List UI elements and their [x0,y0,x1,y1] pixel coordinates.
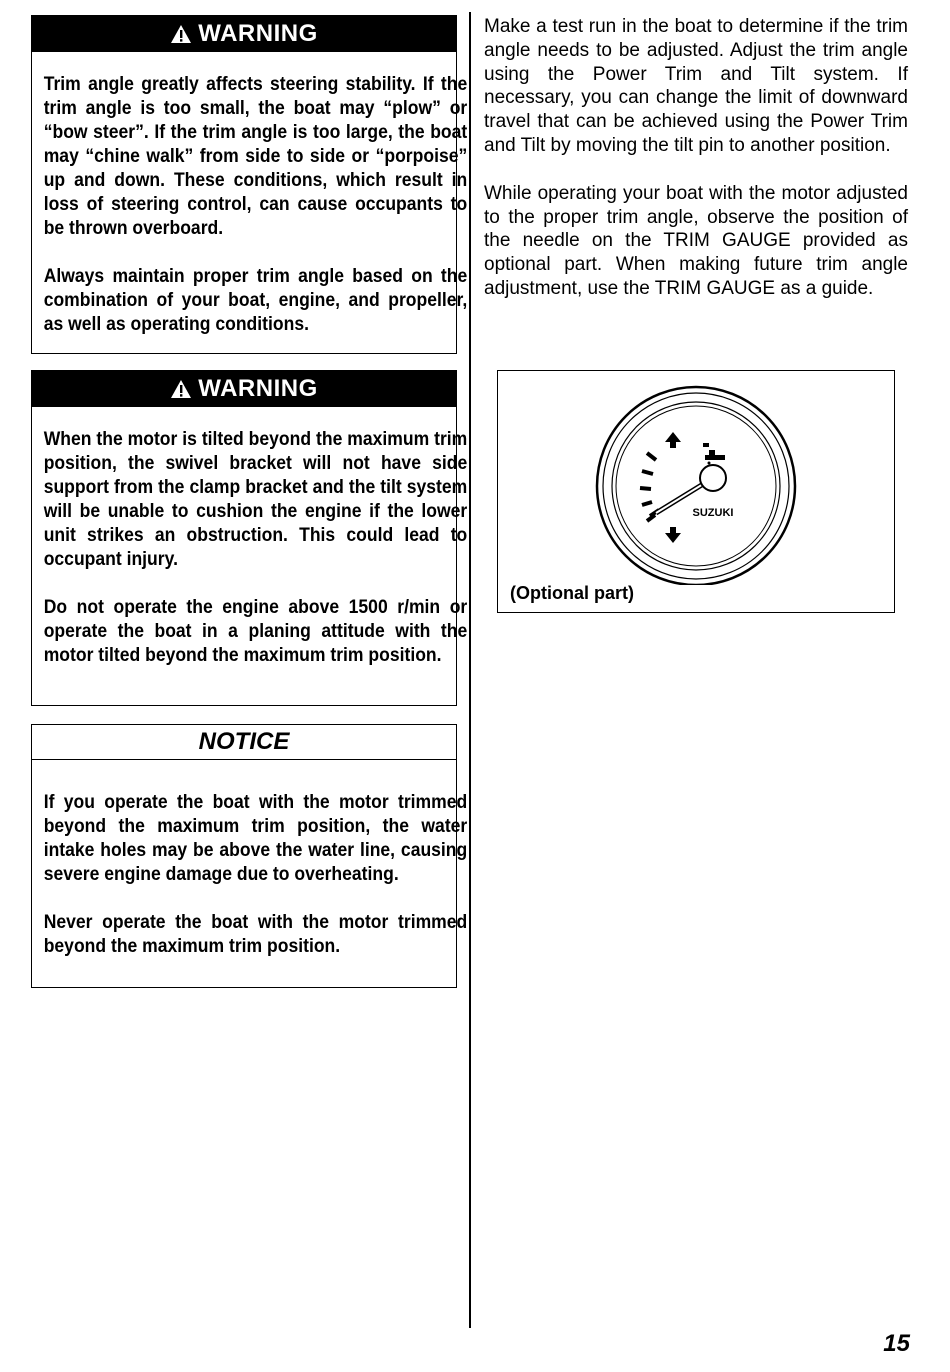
trim-gauge-illustration [593,385,799,585]
gauge-brand-logo: SUZUKI [692,507,734,519]
notice-header: NOTICE [32,725,456,760]
warning-title: WARNING [198,375,318,402]
notice-paragraph: Never operate the boat with the motor trimmed beyond the maximum trim position. [43,911,468,957]
warning-paragraph: When the motor is tilted beyond the maximum trim position, the swivel bracket will not have side support from the clamp bracket and the tilt system will be unable to cushion the engine if the lower unit strikes an obstruction. This could lead to occupant injury. [43,428,468,570]
right-column-text [484,15,908,325]
column-divider [469,12,471,1328]
warning-triangle-icon [170,379,192,399]
figure-caption: (Optional part) [510,583,634,603]
notice-box [31,724,468,988]
notice-body [32,760,479,958]
page-number: 15 [883,1330,910,1357]
warning-triangle-icon [170,24,192,44]
warning-header [32,371,456,407]
warning-paragraph: Do not operate the engine above 1500 r/min or operate the boat in a planing attitude with the motor tilted beyond the maximum trim position. [43,596,468,666]
warning-box-trim-angle [31,15,468,354]
warning-body [32,407,479,667]
body-paragraph: Make a test run in the boat to determine if the trim angle needs to be adjusted. Adjust the trim angle using the Power Trim and Tilt system. If necessary, you can change the limit of downward travel that can be achieved using the Power Trim and Tilt by moving the tilt pin to another position. [484,16,908,156]
body-paragraph: While operating your boat with the motor adjusted to the proper trim angle, observe the position of the needle on the TRIM GAUGE provided as optional part. When making future trim angle adjustment, use the TRIM GAUGE as a guide. [484,182,908,299]
warning-paragraph: Trim angle greatly affects steering stability. If the trim angle is too small, the boat may “plow” or “bow steer”. If the trim angle is too large, the boat may “chine walk” from side to side or “porpoise” up and down. These conditions, which result in loss of steering control, can cause occupants to be thrown overboard. [43,73,468,239]
warning-title: WARNING [198,20,318,47]
warning-paragraph: Always maintain proper trim angle based on the combination of your boat, engine, and propeller, as well as operating conditions. [43,265,468,335]
notice-paragraph: If you operate the boat with the motor trimmed beyond the maximum trim position, the water intake holes may be above the water line, causing severe engine damage due to overheating. [43,791,468,885]
warning-header [32,16,456,52]
warning-box-tilted-motor [31,370,468,706]
warning-body [32,52,479,336]
trim-gauge-figure [497,370,895,613]
